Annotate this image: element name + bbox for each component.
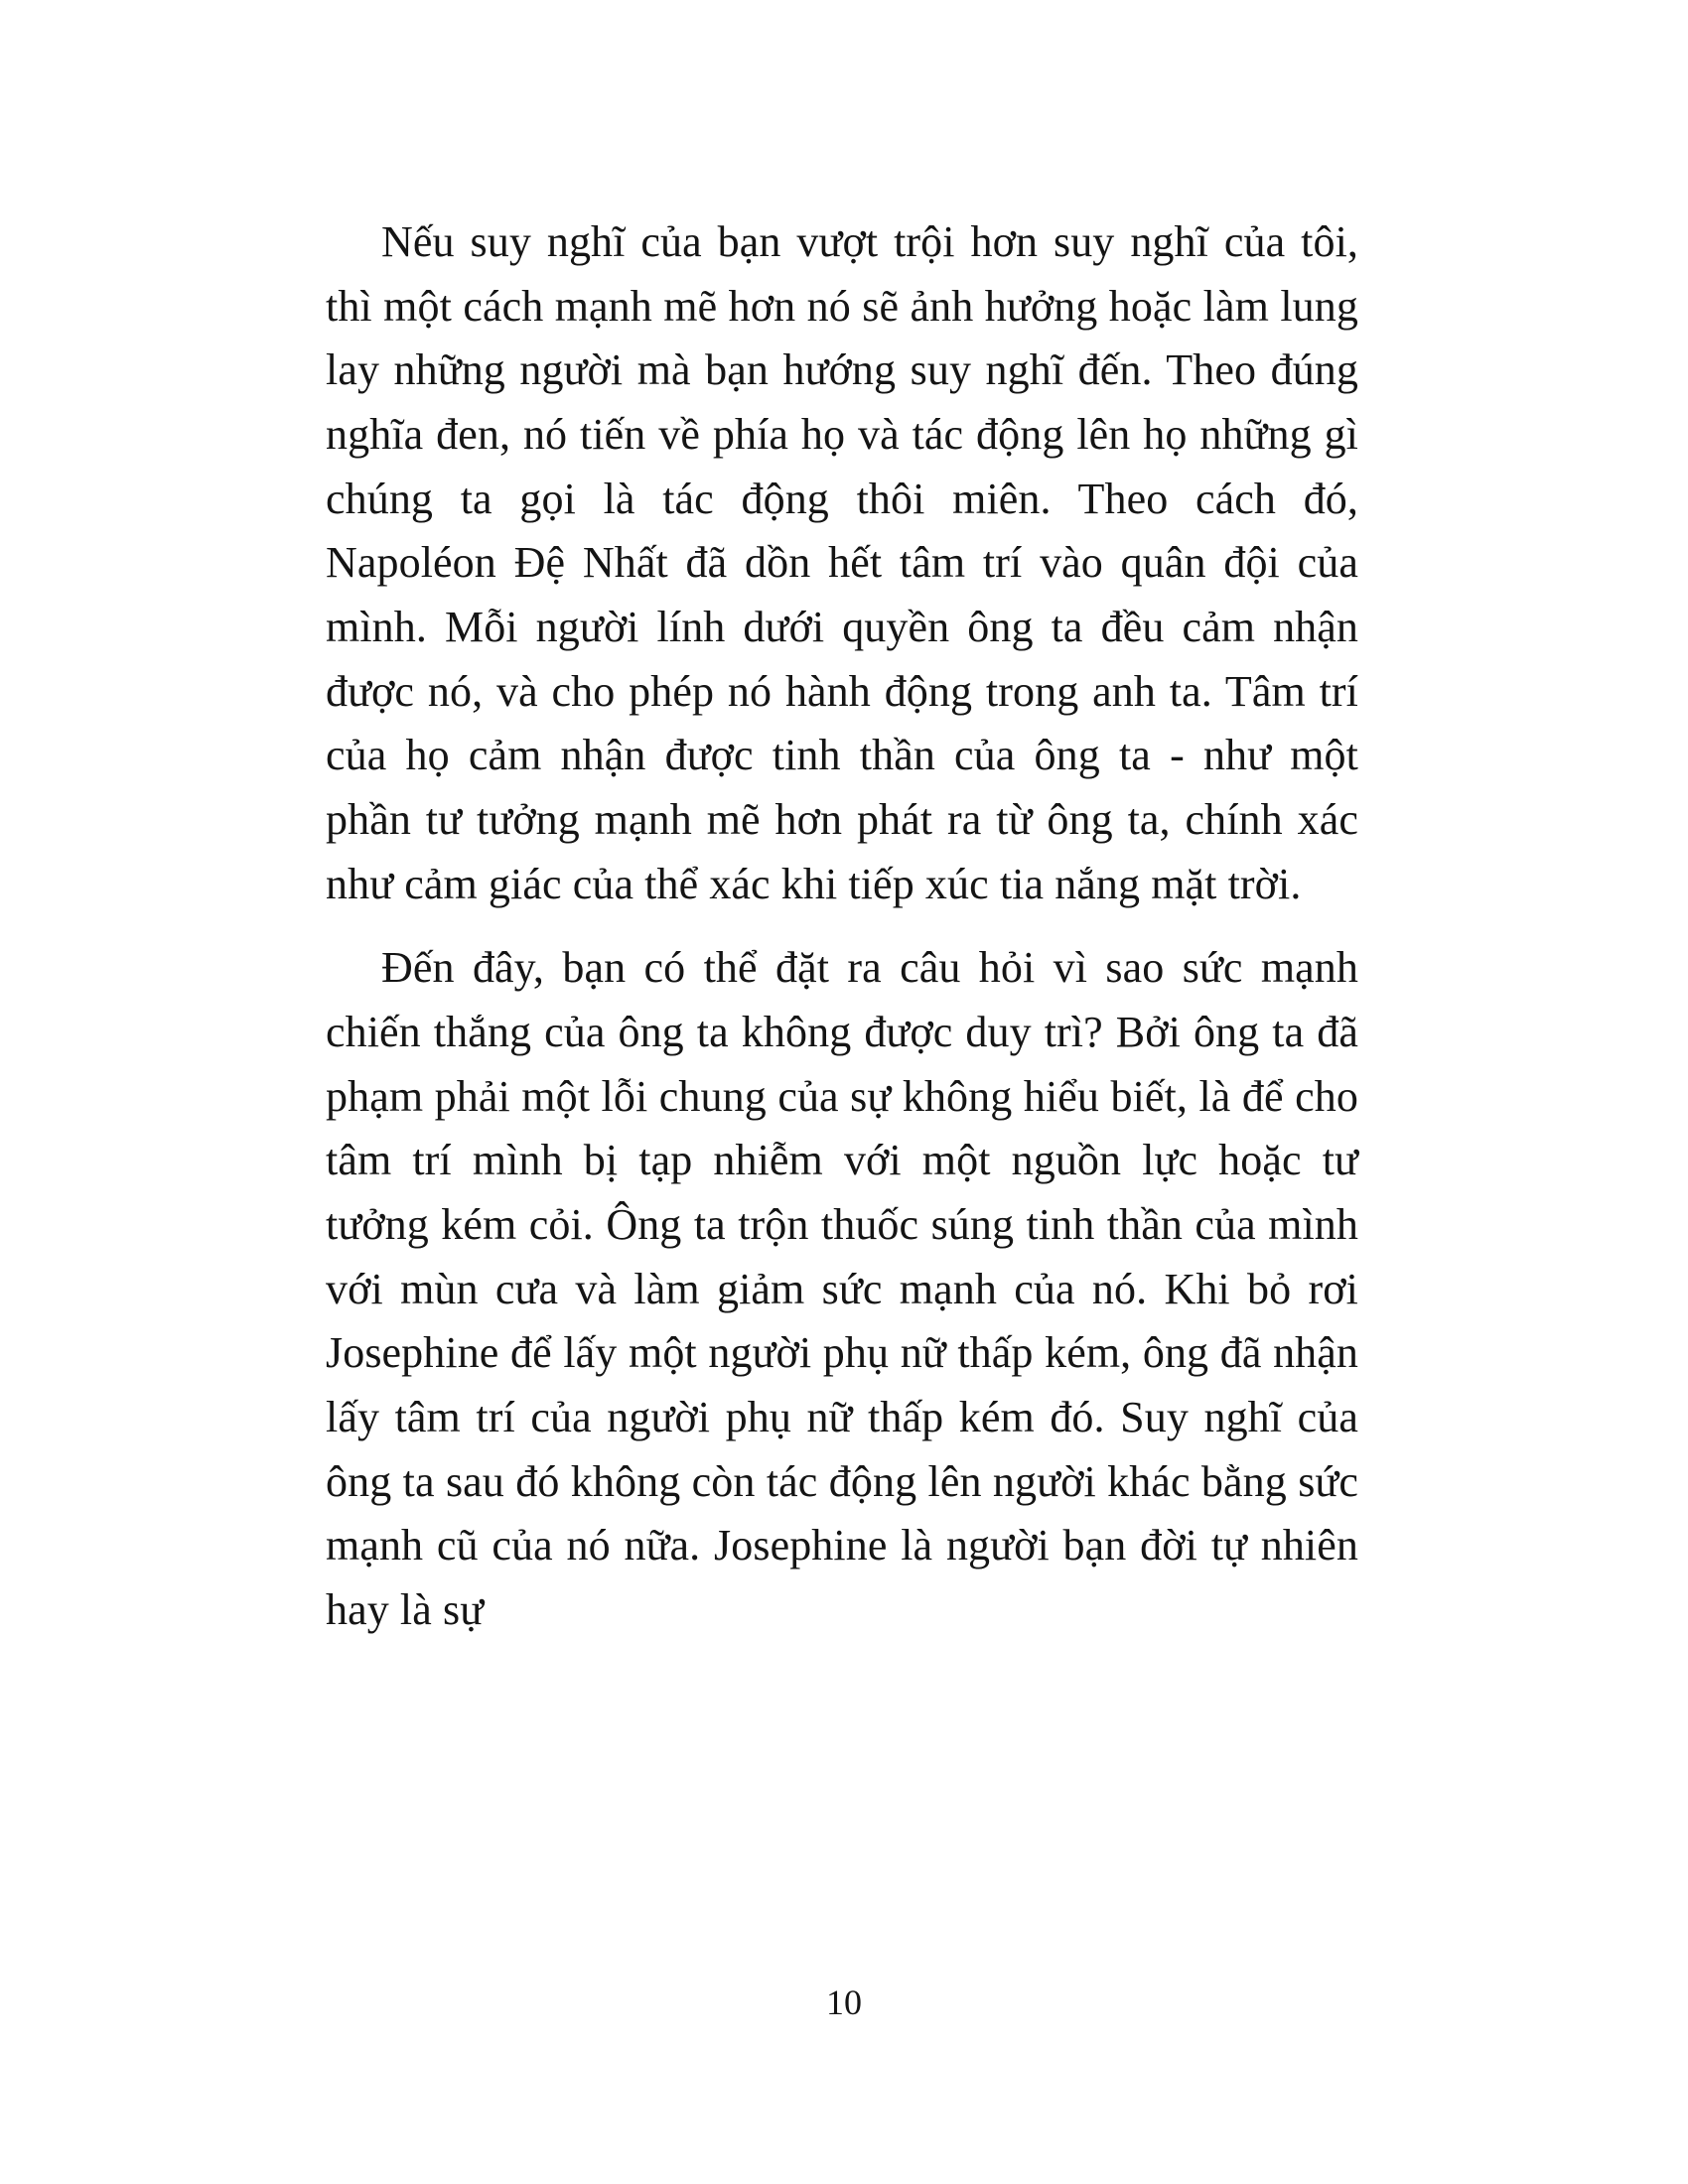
- paragraph: Nếu suy nghĩ của bạn vượt trội hơn suy nghĩ của tôi, thì một cách mạnh mẽ hơn nó sẽ ảnh hưởng hoặc làm lung lay những người mà bạn hướng suy nghĩ đến. Theo đúng nghĩa đen, nó tiến về phía họ và tác động lên họ những gì chúng ta gọi là tác động thôi miên. Theo cách đó, Napoléon Đệ Nhất đã dồn hết tâm trí vào quân đội của mình. Mỗi người lính dưới quyền ông ta đều cảm nhận được nó, và cho phép nó hành động trong anh ta. Tâm trí của họ cảm nhận được tinh thần của ông ta - như một phần tư tưởng mạnh mẽ hơn phát ra từ ông ta, chính xác như cảm giác của thể xác khi tiếp xúc tia nắng mặt trời.: [326, 217, 1358, 908]
- page-number: 10: [826, 1982, 862, 2022]
- paragraph: Đến đây, bạn có thể đặt ra câu hỏi vì sao sức mạnh chiến thắng của ông ta không được duy trì? Bởi ông ta đã phạm phải một lỗi chung của sự không hiểu biết, là để cho tâm trí mình bị tạp nhiễm với một nguồn lực hoặc tư tưởng kém cỏi. Ông ta trộn thuốc súng tinh thần của mình với mùn cưa và làm giảm sức mạnh của nó. Khi bỏ rơi Josephine để lấy một người phụ nữ thấp kém, ông đã nhận lấy tâm trí của người phụ nữ thấp kém đó. Suy nghĩ của ông ta sau đó không còn tác động lên người khác bằng sức mạnh cũ của nó nữa. Josephine là người bạn đời tự nhiên hay là sự: [326, 943, 1358, 1635]
- body-text-column: [326, 210, 1358, 1643]
